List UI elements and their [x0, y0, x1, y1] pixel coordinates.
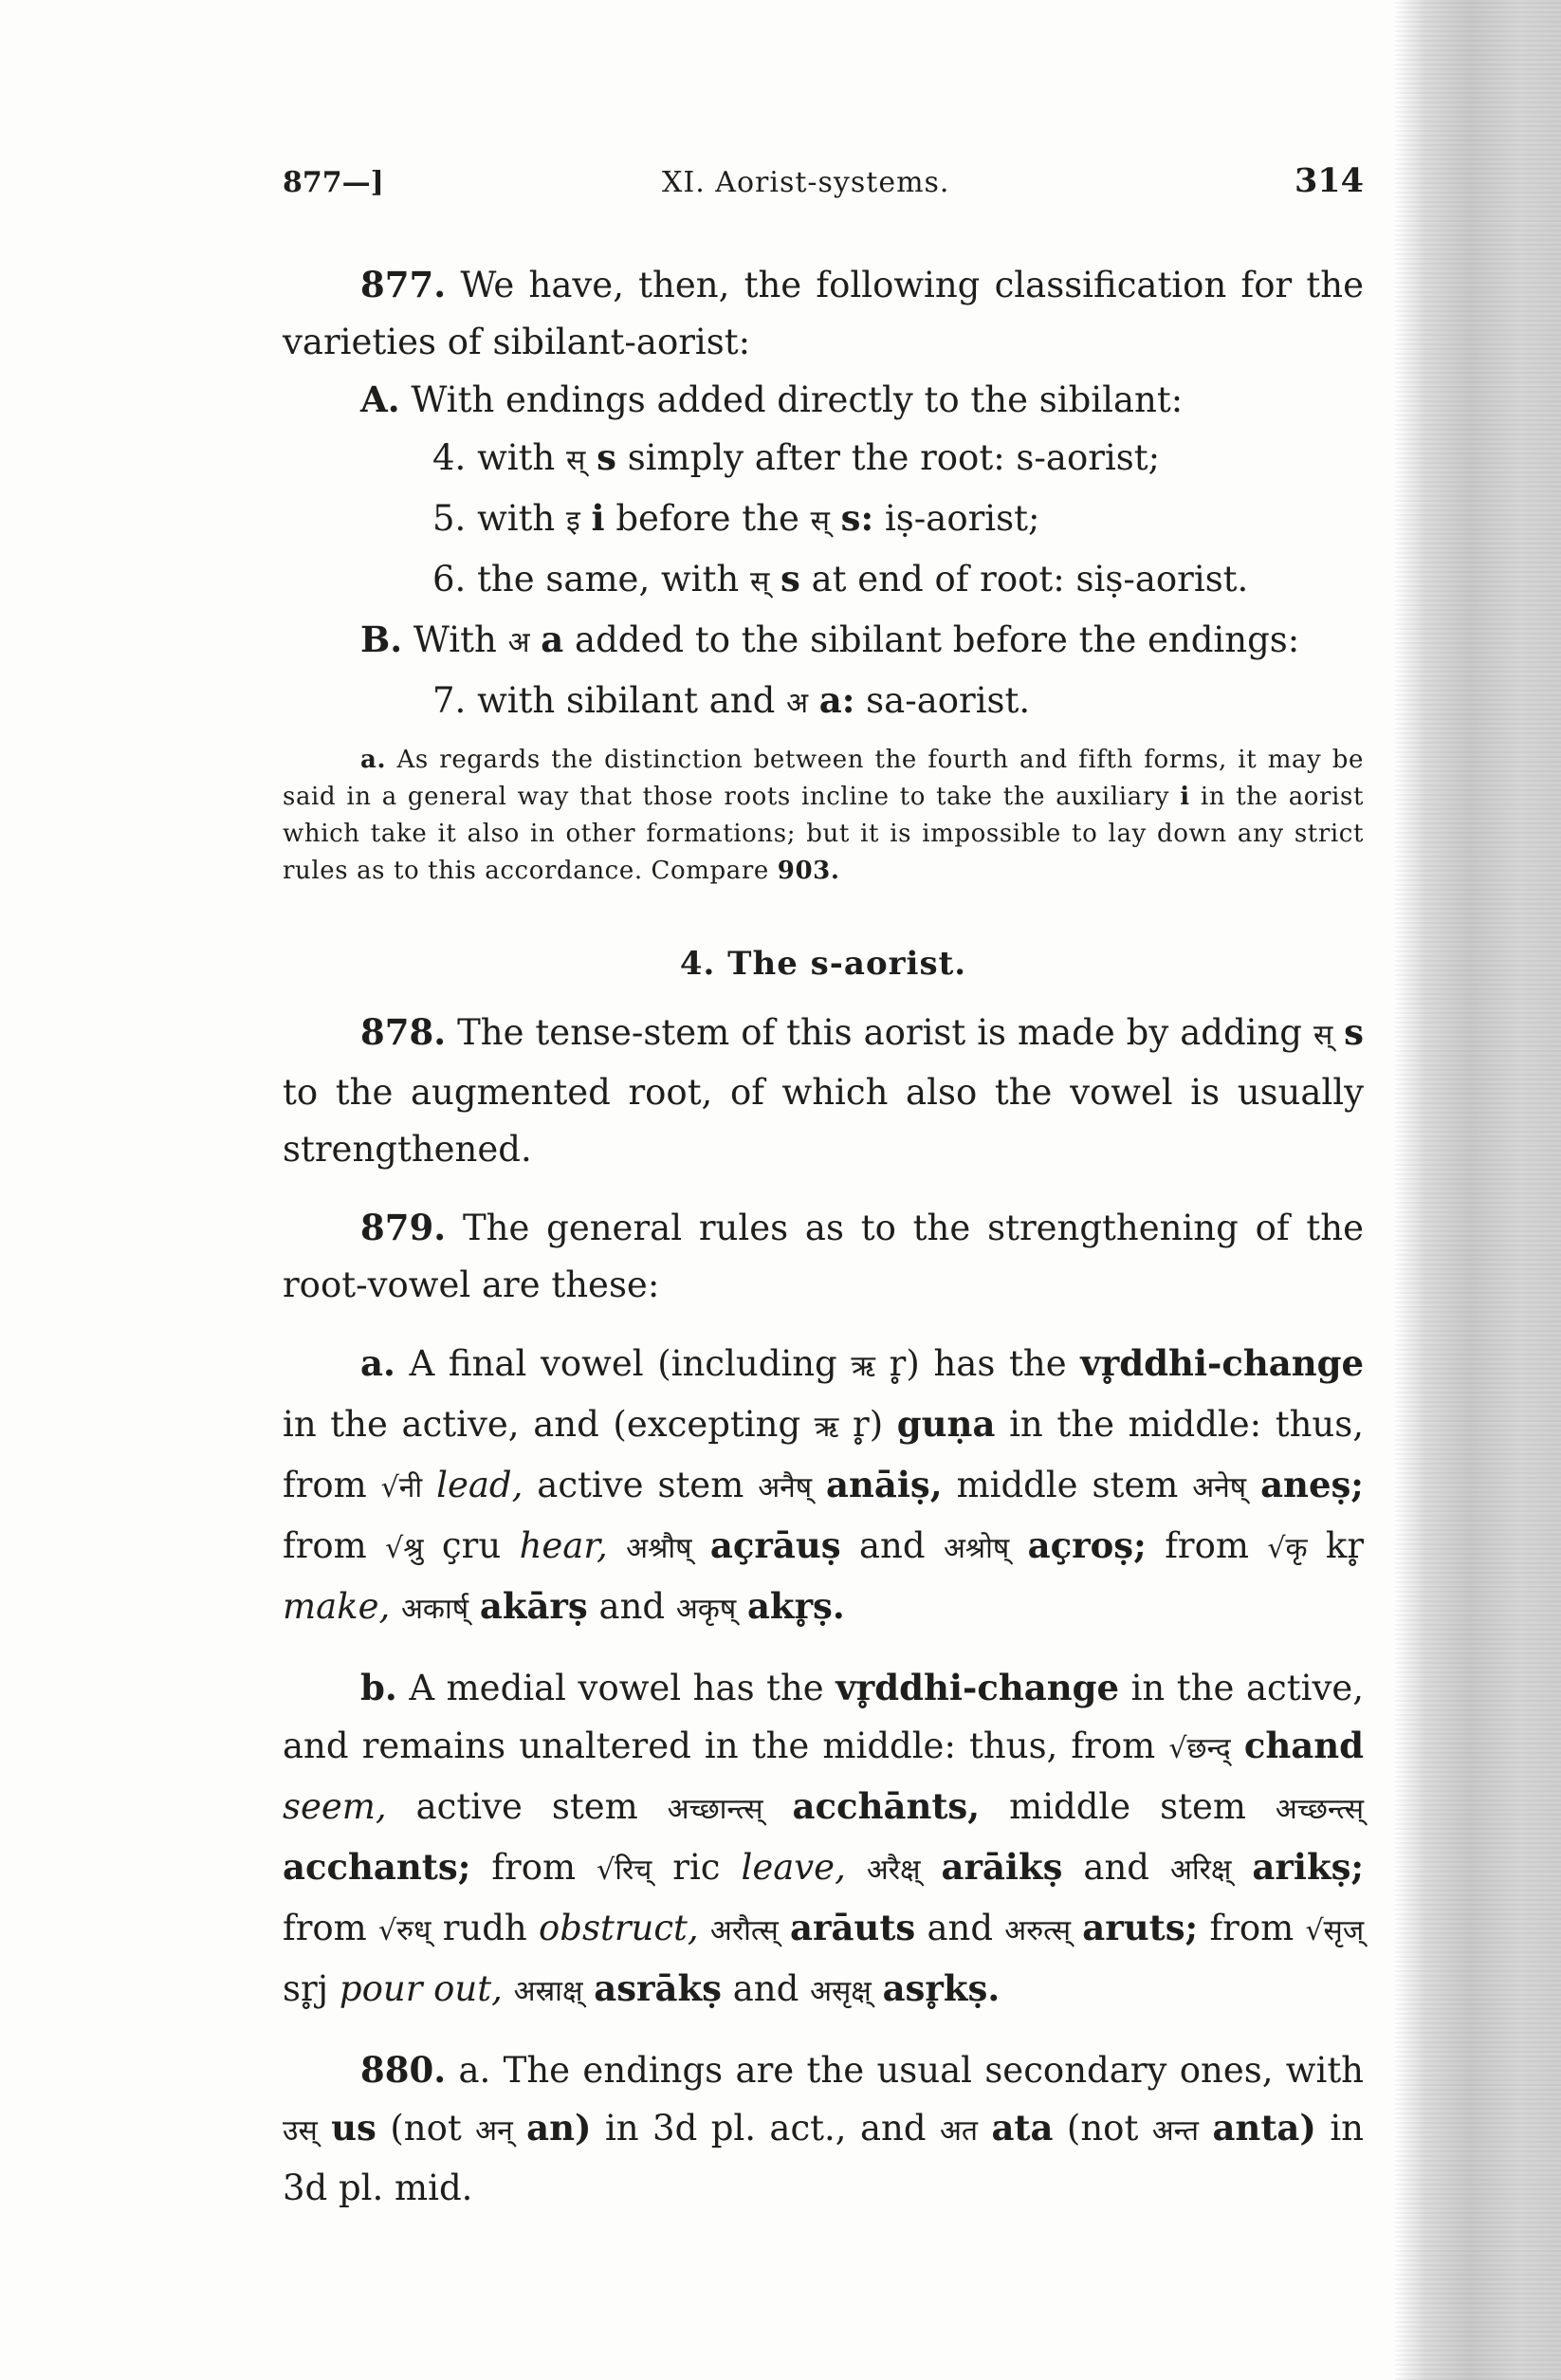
class-a-heading: A. With endings added directly to the sibilant: — [360, 378, 1184, 420]
paragraph-879: 879. The general rules as to the strengthening of the root-vowel are these: — [283, 1207, 1364, 1305]
section-heading: 4. The s-aorist. — [679, 945, 967, 983]
paragraph-879b: b. A medial vowel has the vr̥ddhi-change in the active, and remains unaltered in the middle: thus, from √छन्द् chand seem, active stem अच्छान्त्स् acchānts, middle stem अच्छन्त्स् acchants; from √रिच् ric leave, अरैक्ष् arāikṣ and अरिक्ष् arikṣ; from √रुध् rudh obstruct, अरौत्स् arāuts and अरुत्स् aruts; from √सृज् sr̥j pour out, अस्राक्ष् asrākṣ and असृक्ष् asr̥kṣ. — [283, 1667, 1365, 2009]
paragraph-878: 878. The tense-stem of this aorist is made by adding स् s to the augmented root, of which also the vowel is usually strengthened. — [283, 1011, 1365, 1170]
class-b-heading: B. With अ a added to the sibilant before the endings: — [360, 618, 1300, 660]
note-a: a. As regards the distinction between the fourth and fifth forms, it may be said in a general way that those roots incline to take the auxiliary i in the aorist which take it also in other formations; but it is impossible to lay down any strict rules as to this accordance. Compare 903. — [283, 746, 1364, 885]
page-gutter-shadow — [1395, 0, 1561, 2380]
paragraph-880: 880. a. The endings are the usual secondary ones, with उस् us (not अन् an) in 3d pl. act., and अत ata (not अन्त anta) in 3d pl. mid. — [283, 2049, 1365, 2208]
class-item-4: 4. with स् s simply after the root: s-aorist; — [432, 436, 1161, 478]
header-title: XI. Aorist-systems. — [662, 166, 950, 199]
class-item-6: 6. the same, with स् s at end of root: siṣ-aorist. — [432, 558, 1249, 600]
paragraph-number: 877. — [360, 264, 447, 305]
header-section-number: 877—] — [283, 166, 384, 199]
page-number: 314 — [1294, 161, 1364, 200]
class-item-7: 7. with sibilant and अ a: sa-aorist. — [432, 679, 1031, 721]
class-item-5: 5. with इ i before the स् s: iṣ-aorist; — [432, 497, 1040, 539]
paragraph-877 — [283, 256, 1364, 371]
paragraph-879a: a. A final vowel (including ऋ r̥) has the vr̥ddhi-change in the active, and (excepting ऋ r̥) guṇa in the middle: thus, from √नी lead, active stem अनैष् anāiṣ, middle stem अनेष् aneṣ; from √श्रु çru hear, अश्रौष् açrāuṣ and अश्रोष् açroṣ; from √कृ kr̥ make, अकार्ष् akārṣ and अकृष् akr̥ṣ. — [283, 1342, 1365, 1627]
paragraph-text: We have, then, the following classification for the varieties of sibilant-aorist: — [283, 265, 1364, 362]
page-text-block — [283, 161, 1364, 2217]
running-header — [283, 161, 1364, 218]
